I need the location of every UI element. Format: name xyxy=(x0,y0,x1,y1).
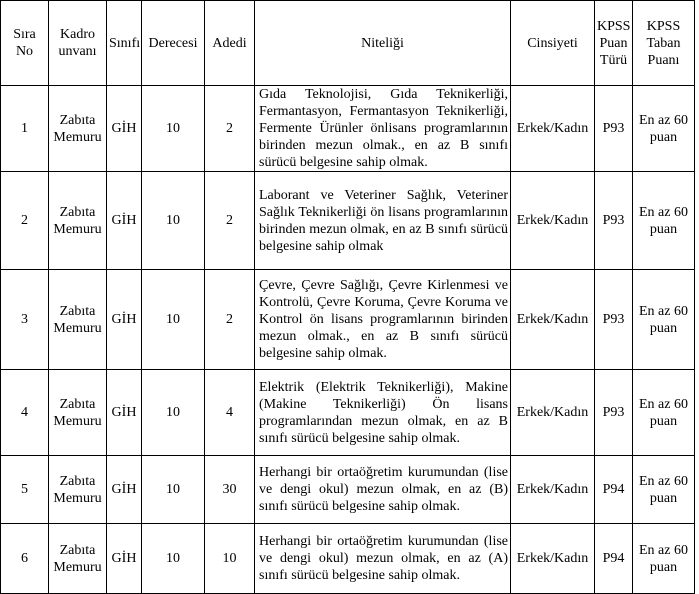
cell-sira-no: 1 xyxy=(1,86,49,172)
cell-derecesi: 10 xyxy=(142,86,205,172)
cell-cinsiyeti: Erkek/Kadın xyxy=(511,456,595,524)
cell-niteligi: Laborant ve Veteriner Sağlık, Veteriner Sağlık Teknikerliği ön lisans programlarının birinden mezun olmak, en az B sınıfı sürücü belgesine sahip olmak xyxy=(255,172,511,270)
header-sira-no: Sıra No xyxy=(1,1,49,86)
cell-cinsiyeti: Erkek/Kadın xyxy=(511,370,595,456)
cell-cinsiyeti: Erkek/Kadın xyxy=(511,270,595,370)
cell-adedi: 2 xyxy=(205,270,255,370)
cell-sira-no: 3 xyxy=(1,270,49,370)
cell-sira-no: 4 xyxy=(1,370,49,456)
cell-niteligi: Herhangi bir ortaöğretim kurumundan (lise ve dengi okul) mezun olmak, en az (A) sınıfı sürücü belgesine sahip olmak. xyxy=(255,524,511,594)
table-row xyxy=(1,524,695,594)
cell-adedi: 10 xyxy=(205,524,255,594)
cell-sira-no: 2 xyxy=(1,172,49,270)
cell-kpss-taban-puani: En az 60 puan xyxy=(633,172,695,270)
header-row xyxy=(1,1,695,86)
header-sinifi: Sınıfı xyxy=(107,1,142,86)
header-derecesi: Derecesi xyxy=(142,1,205,86)
table-row xyxy=(1,456,695,524)
cell-kpss-puan-turu: P93 xyxy=(595,172,633,270)
header-cinsiyeti: Cinsiyeti xyxy=(511,1,595,86)
cell-adedi: 2 xyxy=(205,86,255,172)
cell-sira-no: 6 xyxy=(1,524,49,594)
table-row xyxy=(1,86,695,172)
cell-sinifi: GİH xyxy=(107,172,142,270)
cell-kpss-taban-puani: En az 60 puan xyxy=(633,370,695,456)
cell-derecesi: 10 xyxy=(142,524,205,594)
cell-adedi: 30 xyxy=(205,456,255,524)
cell-sinifi: GİH xyxy=(107,270,142,370)
cell-derecesi: 10 xyxy=(142,270,205,370)
header-kadro-unvani: Kadro unvanı xyxy=(49,1,107,86)
header-adedi: Adedi xyxy=(205,1,255,86)
cell-cinsiyeti: Erkek/Kadın xyxy=(511,86,595,172)
header-niteligi: Niteliği xyxy=(255,1,511,86)
cell-cinsiyeti: Erkek/Kadın xyxy=(511,524,595,594)
cell-kpss-puan-turu: P93 xyxy=(595,86,633,172)
cell-sinifi: GİH xyxy=(107,456,142,524)
cell-derecesi: 10 xyxy=(142,172,205,270)
table-row xyxy=(1,370,695,456)
cell-kadro-unvani: Zabıta Memuru xyxy=(49,456,107,524)
table-row xyxy=(1,172,695,270)
cell-niteligi: Gıda Teknolojisi, Gıda Teknikerliği, Fermantasyon, Fermantasyon Teknikerliği, Fermente Ürünler önlisans programlarının birinden mezun olmak., en az B sınıfı sürücü belgesine sahip olmak. xyxy=(255,86,511,172)
cell-kpss-taban-puani: En az 60 puan xyxy=(633,86,695,172)
cell-kpss-puan-turu: P94 xyxy=(595,456,633,524)
cell-cinsiyeti: Erkek/Kadın xyxy=(511,172,595,270)
cell-kpss-puan-turu: P94 xyxy=(595,524,633,594)
cell-kadro-unvani: Zabıta Memuru xyxy=(49,270,107,370)
cell-adedi: 2 xyxy=(205,172,255,270)
cell-niteligi: Elektrik (Elektrik Teknikerliği), Makine (Makine Teknikerliği) Ön lisans programlarından mezun olmak, en az B sınıfı sürücü belgesine sahip olmak. xyxy=(255,370,511,456)
cell-kadro-unvani: Zabıta Memuru xyxy=(49,370,107,456)
cell-derecesi: 10 xyxy=(142,370,205,456)
cell-kadro-unvani: Zabıta Memuru xyxy=(49,86,107,172)
cell-niteligi: Herhangi bir ortaöğretim kurumundan (lise ve dengi okul) mezun olmak, en az (B) sınıfı sürücü belgesine sahip olmak. xyxy=(255,456,511,524)
cell-kpss-taban-puani: En az 60 puan xyxy=(633,270,695,370)
cell-sinifi: GİH xyxy=(107,524,142,594)
cell-sira-no: 5 xyxy=(1,456,49,524)
cell-derecesi: 10 xyxy=(142,456,205,524)
cell-kadro-unvani: Zabıta Memuru xyxy=(49,524,107,594)
header-kpss-puan-turu: KPSS Puan Türü xyxy=(595,1,633,86)
cell-kadro-unvani: Zabıta Memuru xyxy=(49,172,107,270)
cell-niteligi: Çevre, Çevre Sağlığı, Çevre Kirlenmesi ve Kontrolü, Çevre Koruma, Çevre Koruma ve Kontrol ön lisans programlarının birinden mezun olmak., en az B sınıfı sürücü belgesine sahip olmak. xyxy=(255,270,511,370)
cell-kpss-puan-turu: P93 xyxy=(595,270,633,370)
cell-sinifi: GİH xyxy=(107,370,142,456)
cell-kpss-taban-puani: En az 60 puan xyxy=(633,456,695,524)
table-row xyxy=(1,270,695,370)
cell-kpss-taban-puani: En az 60 puan xyxy=(633,524,695,594)
cell-sinifi: GİH xyxy=(107,86,142,172)
header-kpss-taban-puani: KPSS Taban Puanı xyxy=(633,1,695,86)
cell-kpss-puan-turu: P93 xyxy=(595,370,633,456)
cell-adedi: 4 xyxy=(205,370,255,456)
